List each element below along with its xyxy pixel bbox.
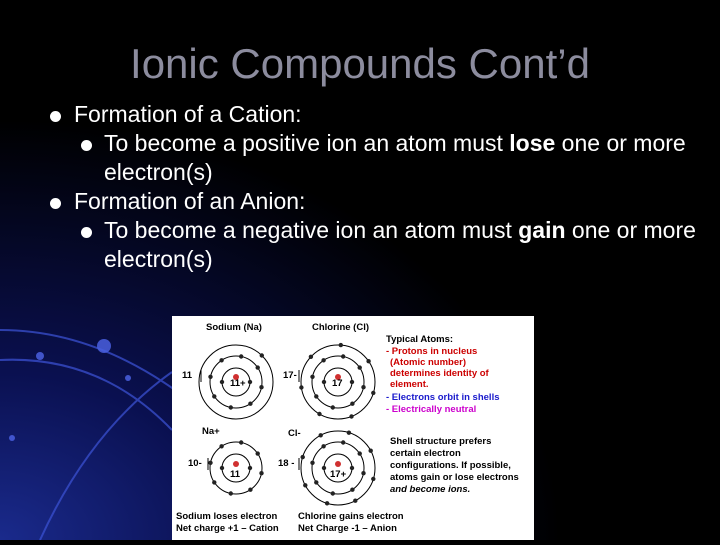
slide-title: Ionic Compounds Cont’d — [130, 40, 590, 87]
typical-line: (Atomic number) — [390, 357, 466, 368]
sodium-ion-nucleus-label: 11 — [230, 469, 241, 480]
electron-dot — [347, 431, 351, 435]
bullet-text: Formation of a Cation: — [74, 101, 302, 127]
atom-diagram-svg — [172, 316, 534, 540]
typical-line: element. — [390, 379, 429, 390]
chlorine-electron-count: 17- — [283, 370, 297, 381]
electron-dot — [331, 405, 335, 409]
sub-bullet-text: one or more electron(s) — [104, 217, 696, 272]
electron-dot — [331, 491, 335, 495]
atom-diagram — [172, 316, 534, 540]
caption-chlorine-1: Chlorine gains electron — [298, 511, 404, 522]
chlorine-nucleus-label: 17 — [332, 378, 343, 389]
bullet-list — [46, 100, 706, 274]
sodium-ion-label: Na+ — [202, 426, 220, 437]
electron-dot — [353, 499, 357, 503]
typical-line: determines identity of — [390, 368, 489, 379]
sub-bullet-anion — [46, 216, 706, 274]
sodium-heading: Sodium (Na) — [206, 322, 262, 333]
bullet-dot-icon — [81, 227, 92, 238]
caption-sodium-2: Net charge +1 – Cation — [176, 523, 279, 534]
sodium-electron-count: 11 — [182, 370, 193, 381]
caption-sodium-1: Sodium loses electron — [176, 511, 278, 522]
shell-line: configurations. If possible, — [390, 460, 511, 471]
bullet-anion — [46, 187, 706, 216]
electron-dot — [310, 461, 314, 465]
shell-line: certain electron — [390, 448, 461, 459]
electron-dot — [239, 440, 243, 444]
electron-dot — [309, 355, 313, 359]
sodium-ion-electrons — [208, 440, 263, 495]
electron-dot — [350, 466, 354, 470]
electron-dot — [358, 451, 362, 455]
sub-bullet-cation — [46, 129, 706, 187]
electron-dot — [248, 402, 252, 406]
emphasis-word: lose — [509, 130, 556, 156]
electron-dot — [349, 414, 353, 418]
electron-dot — [259, 471, 263, 475]
electron-dot — [339, 343, 343, 347]
electron-dot — [321, 444, 325, 448]
shell-line: Shell structure prefers — [390, 436, 492, 447]
electron-dot — [341, 440, 345, 444]
typical-line: - Electrically neutral — [386, 404, 477, 415]
electron-dot — [260, 353, 264, 357]
bullet-dot-icon — [81, 140, 92, 151]
electron-dot — [219, 358, 223, 362]
sub-bullet-text: one or more electron(s) — [104, 130, 686, 185]
electron-dot — [369, 449, 373, 453]
electron-dot — [248, 466, 252, 470]
sodium-nucleus-label: 11+ — [230, 378, 246, 389]
sodium-ion-electron-count: 10- — [188, 458, 202, 469]
electron-dot — [212, 480, 216, 484]
electron-dot — [314, 480, 318, 484]
chlorine-ion-electron-count: 18 - — [278, 458, 295, 469]
electron-dot — [220, 380, 224, 384]
electron-dot — [248, 380, 252, 384]
bullet-dot-icon — [50, 111, 61, 122]
electron-dot — [314, 394, 318, 398]
sodium-ion-nucleus — [233, 461, 239, 467]
electron-dot — [301, 455, 305, 459]
electron-dot — [310, 375, 314, 379]
electron-dot — [212, 394, 216, 398]
electron-dot — [256, 365, 260, 369]
electron-dot — [358, 365, 362, 369]
electron-dot — [208, 375, 212, 379]
electron-dot — [259, 385, 263, 389]
electron-dot — [229, 491, 233, 495]
caption-chlorine-2: Net Charge -1 – Anion — [298, 523, 397, 534]
electron-dot — [322, 380, 326, 384]
electron-dot — [341, 354, 345, 358]
sub-bullet-text: To become a negative ion an atom must — [104, 217, 519, 243]
electron-dot — [322, 466, 326, 470]
chlorine-ion — [301, 431, 375, 505]
electron-dot — [361, 385, 365, 389]
chlorine-heading: Chlorine (Cl) — [312, 322, 369, 333]
bullet-text: Formation of an Anion: — [74, 188, 306, 214]
emphasis-word: gain — [518, 217, 566, 243]
electron-dot — [219, 444, 223, 448]
electron-dot — [208, 461, 212, 465]
electron-dot — [350, 402, 354, 406]
typical-line: - Protons in nucleus — [386, 346, 478, 357]
chlorine-ion-nucleus-label: 17+ — [330, 469, 347, 480]
electron-dot — [366, 359, 370, 363]
electron-dot — [299, 385, 303, 389]
chlorine-ion-nucleus — [335, 461, 341, 467]
electron-dot — [371, 391, 375, 395]
electron-dot — [317, 412, 321, 416]
bullet-cation — [46, 100, 706, 129]
electron-dot — [229, 405, 233, 409]
sodium-ion — [210, 442, 262, 494]
electron-dot — [239, 354, 243, 358]
sub-bullet-text: To become a positive ion an atom must — [104, 130, 510, 156]
shell-line: and become ions. — [390, 484, 471, 495]
electron-dot — [361, 471, 365, 475]
bullet-dot-icon — [50, 198, 61, 209]
electron-dot — [350, 380, 354, 384]
chlorine-ion-label: Cl- — [288, 428, 301, 439]
electron-dot — [220, 466, 224, 470]
electron-dot — [350, 488, 354, 492]
electron-dot — [256, 451, 260, 455]
electron-dot — [248, 488, 252, 492]
typical-line: - Electrons orbit in shells — [386, 392, 500, 403]
electron-dot — [321, 358, 325, 362]
electron-dot — [303, 483, 307, 487]
electron-dot — [319, 433, 323, 437]
electron-dot — [325, 501, 329, 505]
shell-line: atoms gain or lose electrons — [390, 472, 519, 483]
typical-atoms-heading: Typical Atoms: — [386, 334, 454, 345]
electron-dot — [371, 477, 375, 481]
